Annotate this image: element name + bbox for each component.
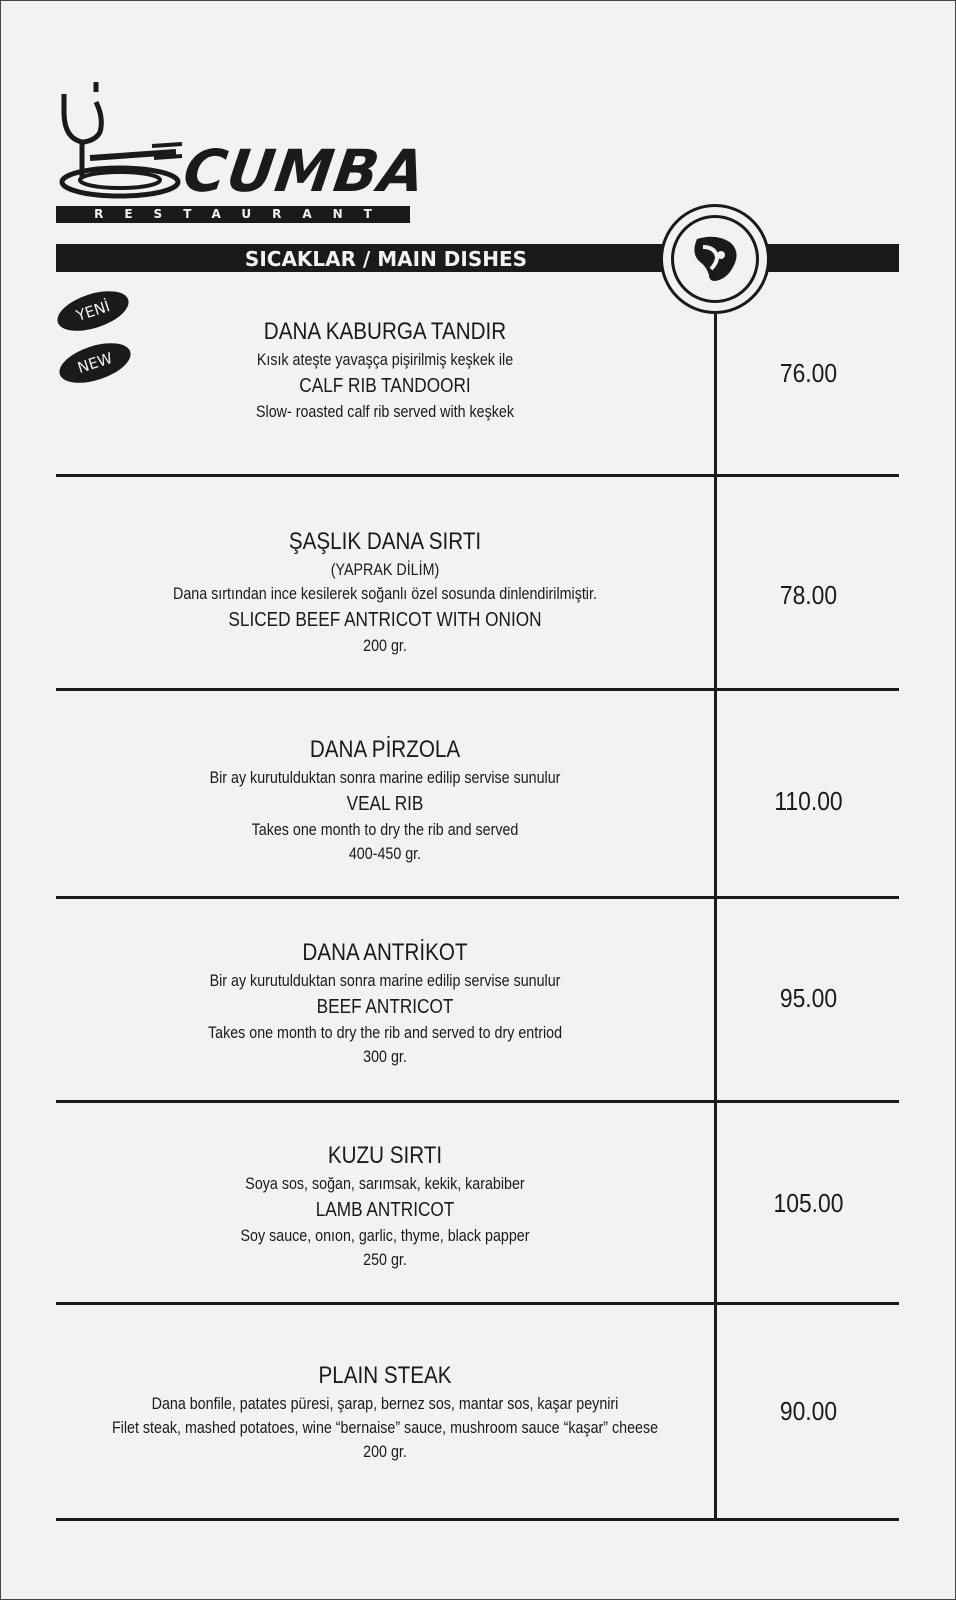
item-desc-tr: Bir ay kurutulduktan sonra marine edilip servise sunulur <box>209 971 561 990</box>
section-header-bar <box>56 244 899 272</box>
item-divider <box>56 1302 899 1305</box>
item-weight: 250 gr. <box>363 1250 407 1269</box>
brand-subtitle: RESTAURANT <box>56 206 410 223</box>
item-desc-en: Takes one month to dry the rib and served to dry entriod <box>207 1023 563 1042</box>
brand-name: CUMBA <box>179 137 431 205</box>
item-weight: 200 gr. <box>363 636 407 655</box>
item-divider <box>56 688 899 691</box>
item-price: 105.00 <box>773 1188 844 1218</box>
new-tag: NEW <box>55 335 136 390</box>
item-weight: 400-450 gr. <box>348 844 422 863</box>
item-weight: 300 gr. <box>363 1047 407 1066</box>
item-name: PLAIN STEAK <box>318 1362 452 1389</box>
item-desc-tr: Dana sırtından ince kesilerek soğanlı özel sosunda dinlendirilmiştir. <box>173 584 597 603</box>
item-price: 78.00 <box>779 580 838 610</box>
item-weight: 200 gr. <box>363 1442 407 1461</box>
item-price: 76.00 <box>779 358 838 388</box>
item-divider <box>56 474 899 477</box>
item-name-en: CALF RIB TANDOORI <box>299 375 471 397</box>
item-price: 90.00 <box>779 1396 838 1426</box>
item-name: DANA PİRZOLA <box>309 736 461 763</box>
item-divider <box>56 1100 899 1103</box>
item-divider <box>56 1518 899 1521</box>
wine-glass-logo-icon <box>56 82 186 206</box>
section-badge <box>660 204 770 314</box>
item-desc-en: Soy sauce, onıon, garlic, thyme, black papper <box>240 1226 530 1245</box>
item-name-en: LAMB ANTRICOT <box>315 1199 455 1221</box>
restaurant-logo <box>56 82 431 226</box>
item-desc-en: Slow- roasted calf rib served with keşkek <box>256 402 514 421</box>
item-price: 110.00 <box>774 786 843 816</box>
item-divider <box>56 896 899 899</box>
item-name-en: VEAL RIB <box>346 793 424 815</box>
item-name: KUZU SIRTI <box>327 1142 443 1169</box>
item-desc-tr: Dana bonfile, patates püresi, şarap, bernez sos, mantar sos, kaşar peyniri <box>151 1394 619 1413</box>
section-title: SICAKLAR / MAIN DISHES <box>244 247 528 271</box>
price-column-divider <box>714 314 717 1520</box>
item-desc-en: Takes one month to dry the rib and served <box>251 820 519 839</box>
yeni-tag: YENİ <box>53 283 134 338</box>
item-desc-tr: Soya sos, soğan, sarımsak, kekik, karabiber <box>245 1174 525 1193</box>
item-price: 95.00 <box>779 983 838 1013</box>
item-desc-tr: Bir ay kurutulduktan sonra marine edilip servise sunulur <box>209 768 561 787</box>
item-name-en: SLICED BEEF ANTRICOT WITH ONION <box>228 609 542 631</box>
item-desc-tr: Kısık ateşte yavaşça pişirilmiş keşkek ile <box>256 350 514 369</box>
item-desc-en: Filet steak, mashed potatoes, wine “bernaise” sauce, mushroom sauce “kaşar” cheese <box>111 1418 659 1437</box>
item-name-en: BEEF ANTRICOT <box>316 996 454 1018</box>
item-name: DANA KABURGA TANDIR <box>263 318 507 345</box>
steak-icon <box>687 231 743 287</box>
item-name: ŞAŞLIK DANA SIRTI <box>288 528 482 555</box>
item-sub: (YAPRAK DİLİM) <box>330 560 440 579</box>
item-name: DANA ANTRİKOT <box>302 939 468 966</box>
